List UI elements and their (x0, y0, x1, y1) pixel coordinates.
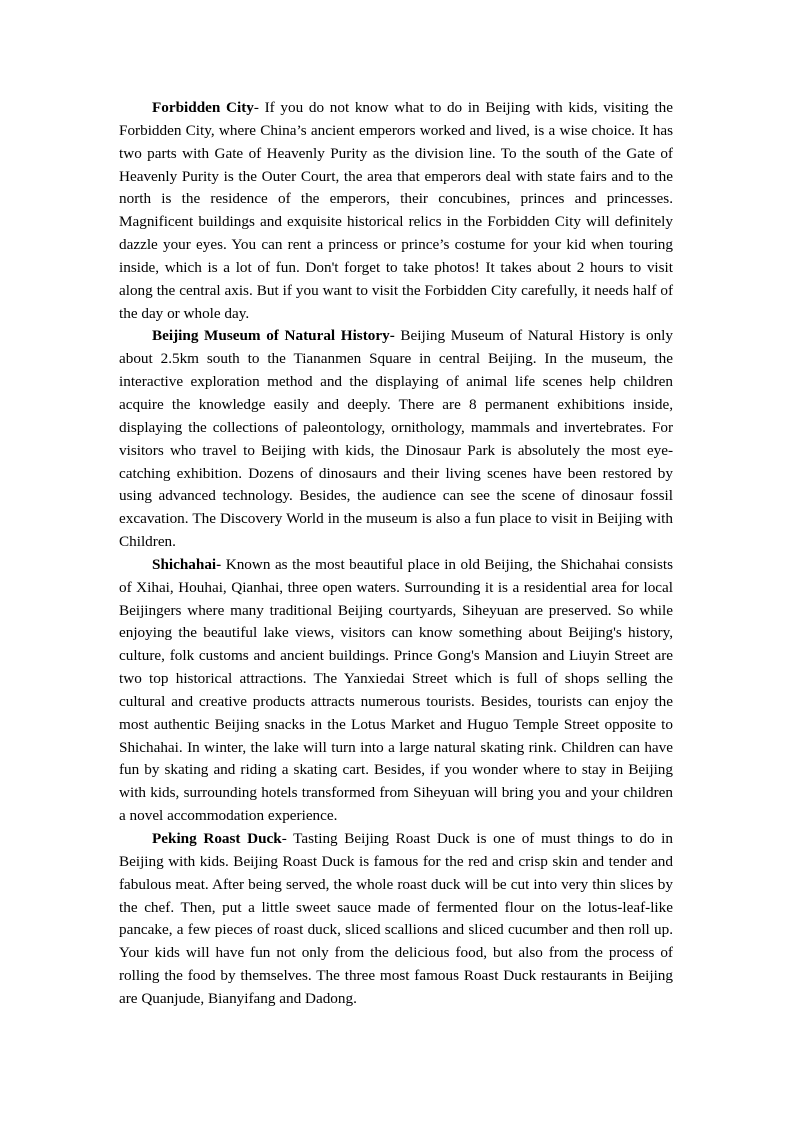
paragraph-forbidden-city (119, 97, 673, 325)
paragraph-shichahai (119, 554, 673, 828)
section-heading-peking-roast-duck: Peking Roast Duck (152, 830, 282, 847)
section-heading-natural-history-museum: Beijing Museum of Natural History- (152, 327, 395, 345)
section-body-natural-history-museum: Beijing Museum of Natural History is only about 2.5km south to the Tiananmen Square in central Beijing. In the museum, the interactive exploration method and the displaying of animal life scenes help children acquire the knowledge easily and deeply. There are 8 permanent exhibitions inside, displaying the collections of paleontology, ornithology, mammals and invertebrates. For visitors who travel to Beijing with kids, the Dinosaur Park is absolutely the most eye-catching exhibition. Dozens of dinosaurs and their living scenes have been restored by using advanced technology. Besides, the audience can see the scene of dinosaur fossil excavation. The Discovery World in the museum is also a fun place to visit in Beijing with Children. (119, 327, 673, 551)
section-body-forbidden-city: - If you do not know what to do in Beijing with kids, visiting the Forbidden City, where China’s ancient emperors worked and lived, is a wise choice. It has two parts with Gate of Heavenly Purity as the division line. To the south of the Gate of Heavenly Purity is the Outer Court, the area that emperors deal with state fairs and to the north is the residence of the emperors, their concubines, princes and princesses. Magnificent buildings and exquisite historical relics in the Forbidden City will definitely dazzle your eyes. You can rent a princess or prince’s costume for your kid when touring inside, which is a lot of fun. Don't forget to take photos! It takes about 2 hours to visit along the central axis. But if you want to visit the Forbidden City carefully, it needs half of the day or whole day. (119, 99, 674, 322)
section-body-shichahai: Known as the most beautiful place in old Beijing, the Shichahai consists of Xihai, Houhai, Qianhai, three open waters. Surrounding it is a residential area for local Beijingers where many traditional Beijing courtyards, Siheyuan are preserved. So while enjoying the beautiful lake views, visitors can know something about Beijing's history, culture, folk customs and ancient buildings. Prince Gong's Mansion and Liuyin Street are two top historical attractions. The Yanxiedai Street which is full of shops selling the cultural and creative products attracts numerous tourists. Besides, tourists can enjoy the most authentic Beijing snacks in the Lotus Market and Huguo Temple Street opposite to Shichahai. In winter, the lake will turn into a large natural skating rink. Children can have fun by skating and riding a skating cart. Besides, if you wonder where to stay in Beijing with kids, surrounding hotels transformed from Siheyuan will bring you and your children a novel accommodation experience. (119, 555, 673, 825)
document-page (119, 97, 673, 1011)
paragraph-natural-history-museum (119, 325, 673, 553)
section-heading-forbidden-city: Forbidden City (152, 99, 254, 116)
section-body-peking-roast-duck: - Tasting Beijing Roast Duck is one of must things to do in Beijing with kids. Beijing Roast Duck is famous for the red and crisp skin and tender and fabulous meat. After being served, the whole roast duck will be cut into very thin slices by the chef. Then, put a little sweet sauce made of fermented flour on the lotus-leaf-like pancake, a few pieces of roast duck, sliced scallions and sliced cucumber and then roll up. Your kids will have fun not only from the delicious food, but also from the process of rolling the food by themselves. The three most famous Roast Duck restaurants in Beijing are Quanjude, Bianyifang and Dadong. (119, 830, 673, 1007)
paragraph-peking-roast-duck (119, 828, 673, 1011)
section-heading-shichahai: Shichahai- (152, 555, 222, 573)
